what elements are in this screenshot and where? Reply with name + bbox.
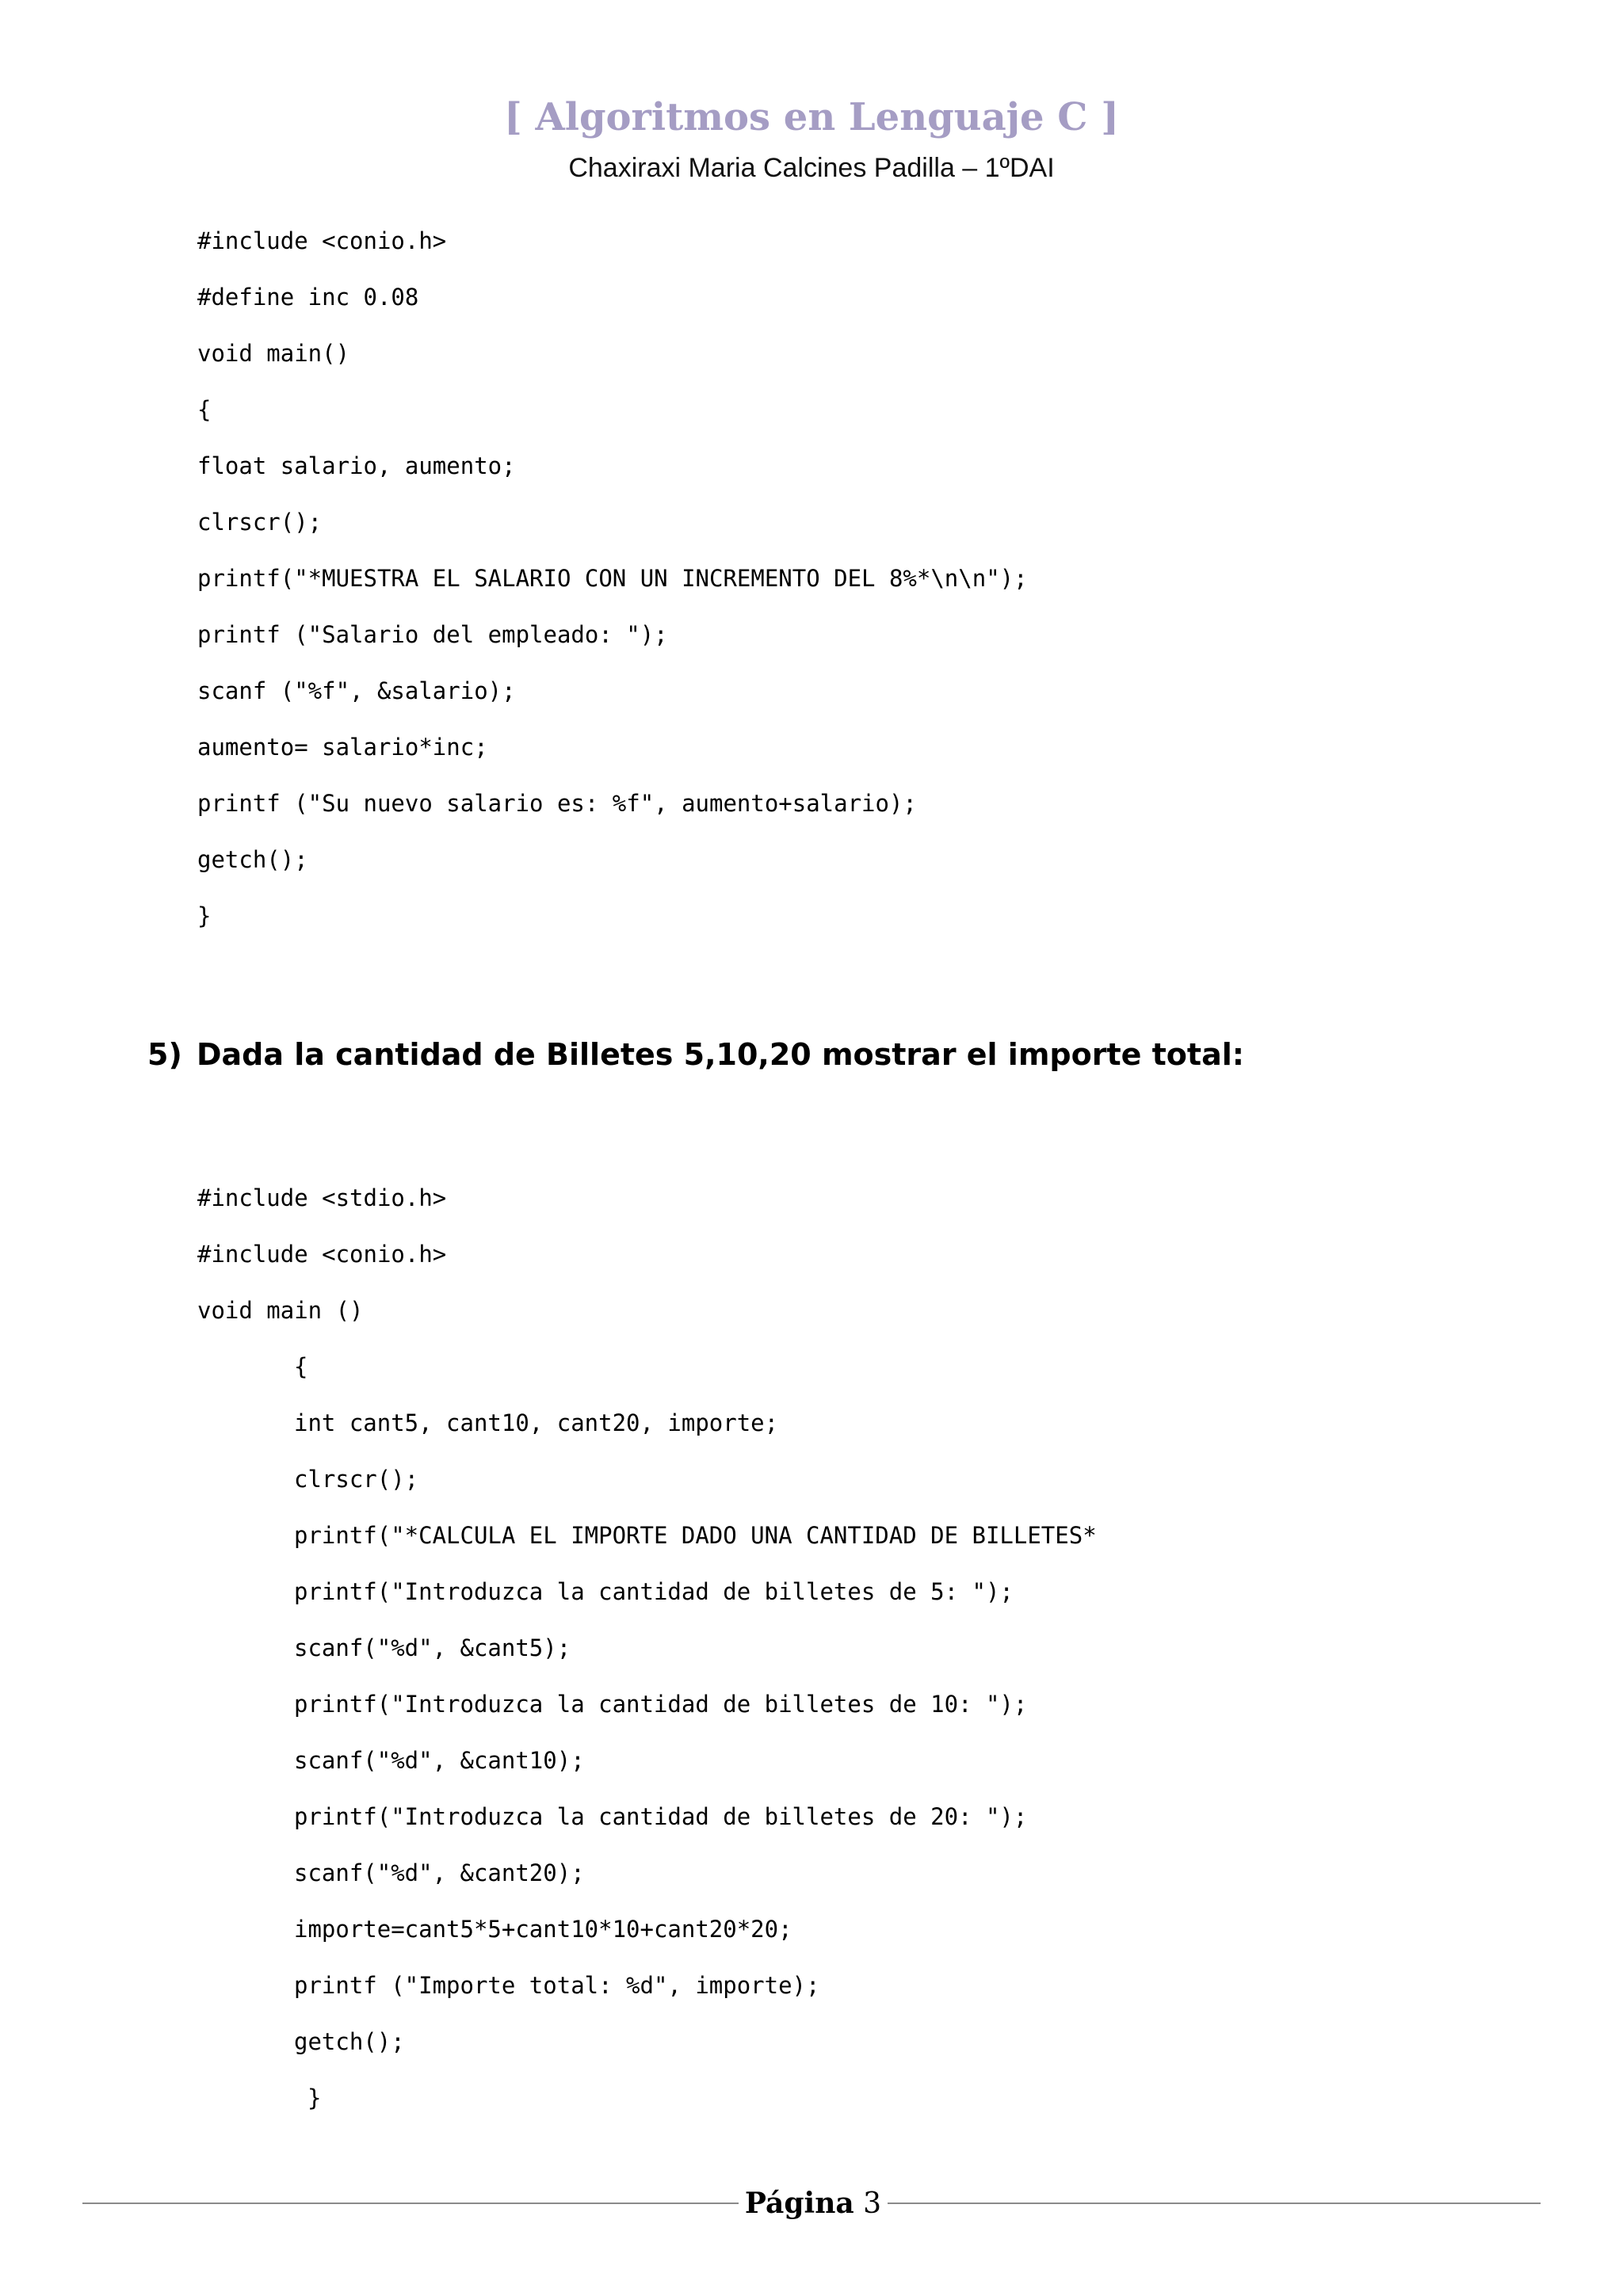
code-line: { [294,1353,308,1380]
author-line: Chaxiraxi Maria Calcines Padilla – 1ºDAI [568,153,1055,183]
code-line: clrscr(); [294,1466,419,1493]
page-number-label [739,2183,888,2224]
code-line: getch(); [294,2028,405,2055]
code-line: void main() [197,340,350,367]
code-line: } [197,902,212,929]
code-line: scanf ("%f", &salario); [197,677,516,704]
code-line: getch(); [197,846,308,873]
code-line: #include <conio.h> [197,227,447,254]
footer-rule-left [82,2203,739,2204]
code-line: printf("*CALCULA EL IMPORTE DADO UNA CANTIDAD DE BILLETES* [294,1522,1097,1549]
code-line: printf ("Su nuevo salario es: %f", aumento+salario); [197,790,917,817]
code-line: scanf("%d", &cant20); [294,1859,585,1886]
code-line: int cant5, cant10, cant20, importe; [294,1409,779,1436]
document-title: [ Algoritmos en Lenguaje C ] [504,95,1119,139]
code-line: printf("*MUESTRA EL SALARIO CON UN INCREMENTO DEL 8%*\n\n"); [197,565,1028,592]
code-line: { [197,396,212,423]
code-line: clrscr(); [197,509,323,536]
code-line: float salario, aumento; [197,452,516,479]
page-footer [82,2183,1541,2223]
code-line: scanf("%d", &cant10); [294,1747,585,1774]
code-line: #include <stdio.h> [197,1184,447,1211]
page-number: 3 [863,2187,882,2220]
section-number: 5) [147,1037,182,1072]
code-line: printf ("Salario del empleado: "); [197,621,668,648]
code-line: printf("Introduzca la cantidad de billetes de 5: "); [294,1578,1014,1605]
section-title: Dada la cantidad de Billetes 5,10,20 mostrar el importe total: [197,1037,1244,1072]
code-line: scanf("%d", &cant5); [294,1634,571,1661]
code-line: } [307,2084,322,2111]
code-line: #include <conio.h> [197,1241,447,1268]
code-line: aumento= salario*inc; [197,734,488,761]
code-line: printf("Introduzca la cantidad de billetes de 10: "); [294,1691,1028,1718]
code-line: #define inc 0.08 [197,284,419,311]
code-line: importe=cant5*5+cant10*10+cant20*20; [294,1916,792,1943]
code-line: printf ("Importe total: %d", importe); [294,1972,820,1999]
footer-rule-right [888,2203,1541,2204]
code-line: void main () [197,1297,364,1324]
section-heading [147,1035,1244,1074]
code-line: printf("Introduzca la cantidad de billetes de 20: "); [294,1803,1028,1830]
page-word: Página [744,2187,854,2220]
